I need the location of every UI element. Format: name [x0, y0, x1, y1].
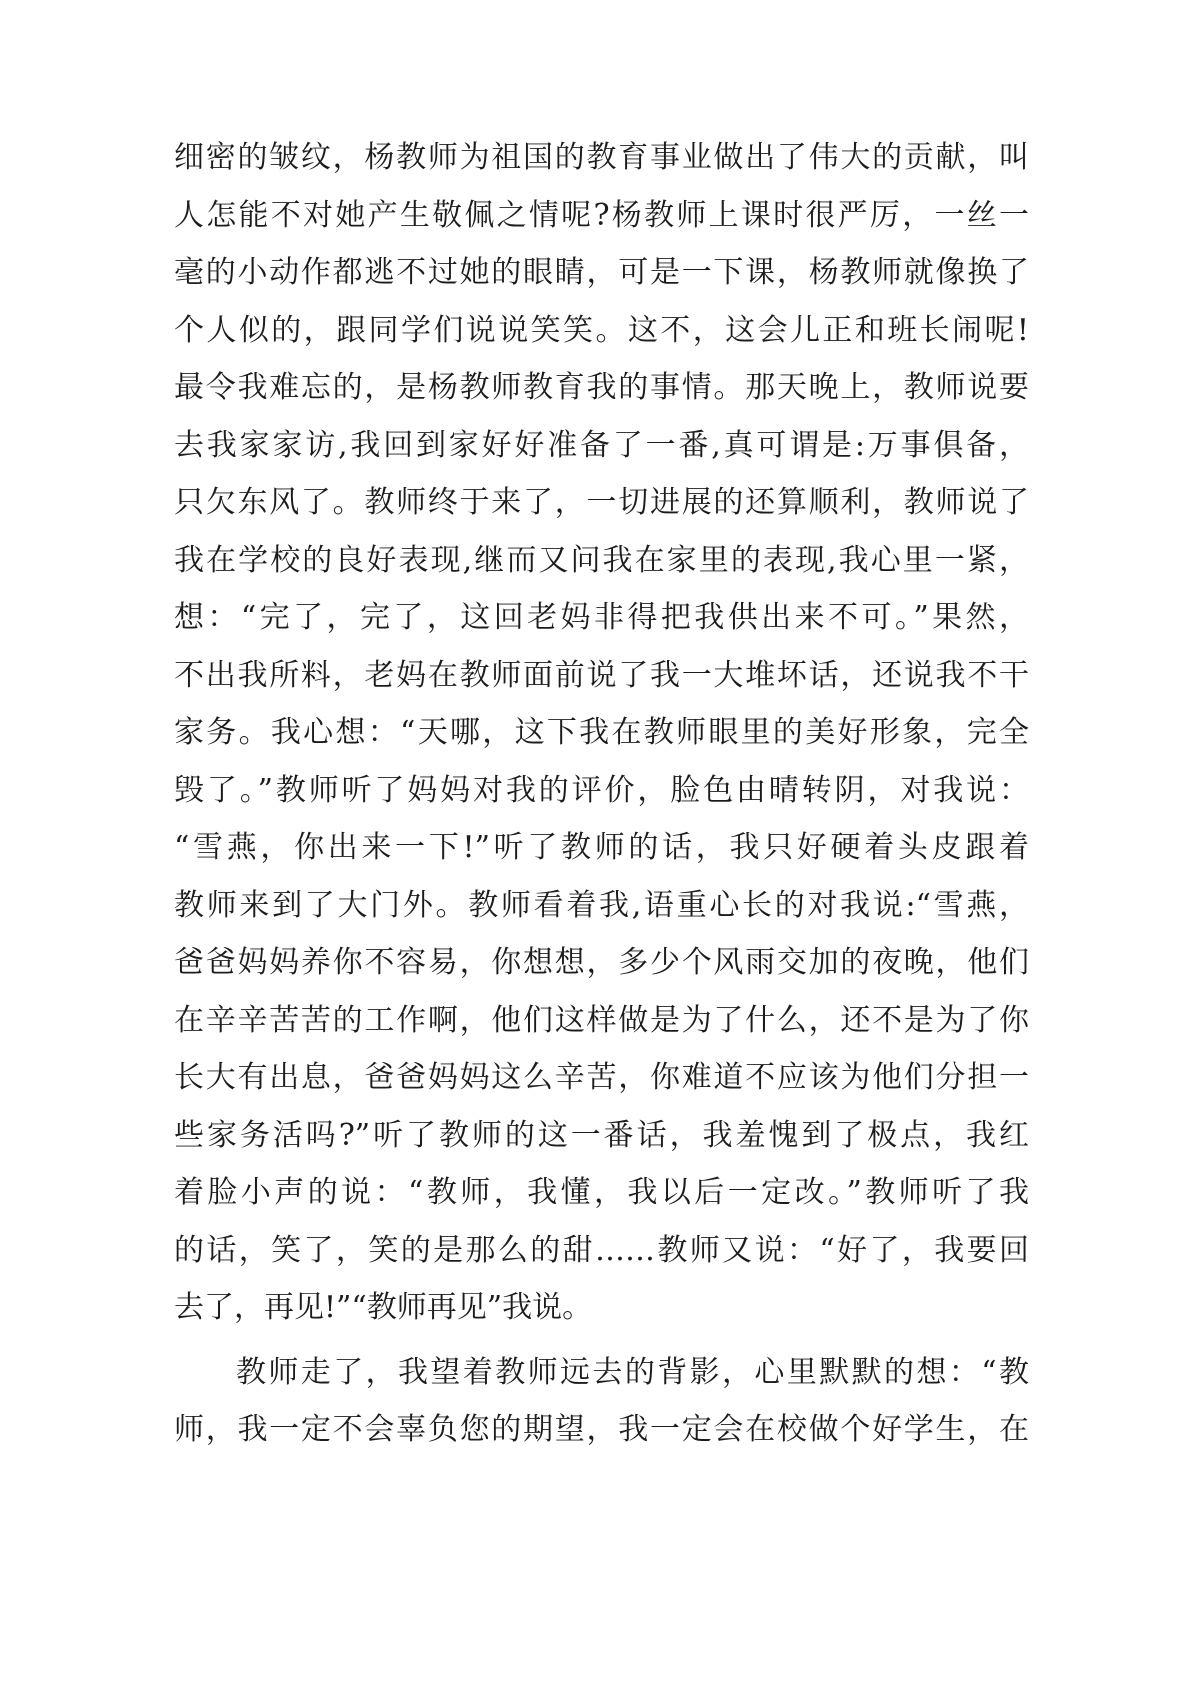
- text-line: 人怎能不对她产生敬佩之情呢?杨教师上课时很严厉，一丝一: [174, 197, 1029, 233]
- text-line: 教师来到了大门外。教师看着我,语重心长的对我说:“雪燕，: [174, 887, 1029, 923]
- text-line: 在辛辛苦苦的工作啊，他们这样做是为了什么，还不是为了你: [174, 1002, 1029, 1038]
- document-body: [174, 129, 1029, 1459]
- text-line: 我在学校的良好表现,继而又问我在家里的表现,我心里一紧，: [174, 542, 1029, 578]
- text-line: 个人似的，跟同学们说说笑笑。这不，这会儿正和班长闹呢!: [174, 312, 1029, 348]
- text-line: 不出我所料，老妈在教师面前说了我一大堆坏话，还说我不干: [174, 657, 1029, 693]
- text-line: 毁了。”教师听了妈妈对我的评价，脸色由晴转阴，对我说：: [174, 772, 1029, 808]
- text-line: 细密的皱纹，杨教师为祖国的教育事业做出了伟大的贡献，叫: [174, 140, 1029, 175]
- text-line: 些家务活吗?”听了教师的这一番话，我羞愧到了极点，我红: [174, 1117, 1029, 1153]
- text-line: 着脸小声的说：“教师，我懂，我以后一定改。”教师听了我: [174, 1175, 1029, 1210]
- text-line: 师，我一定不会辜负您的期望，我一定会在校做个好学生，在: [174, 1412, 1029, 1447]
- paragraph-1: [174, 129, 1029, 1337]
- text-line: 家务。我心想：“天哪，这下我在教师眼里的美好形象，完全: [174, 715, 1029, 750]
- text-line: “雪燕，你出来一下!”听了教师的话，我只好硬着头皮跟着: [174, 830, 1029, 865]
- text-line: 最令我难忘的，是杨教师教育我的事情。那天晚上，教师说要: [174, 370, 1029, 405]
- text-line: 去我家家访,我回到家好好准备了一番,真可谓是:万事俱备，: [174, 427, 1029, 463]
- text-line: 爸爸妈妈养你不容易，你想想，多少个风雨交加的夜晚，他们: [174, 945, 1029, 980]
- text-line: 的话，笑了，笑的是那么的甜……教师又说：“好了，我要回: [174, 1232, 1029, 1268]
- text-line: 想：“完了，完了，这回老妈非得把我供出来不可。”果然，: [174, 600, 1029, 635]
- text-line: 只欠东风了。教师终于来了，一切进展的还算顺利，教师说了: [174, 485, 1029, 520]
- text-line: 长大有出息，爸爸妈妈这么辛苦，你难道不应该为他们分担一: [174, 1060, 1029, 1095]
- text-line: 毫的小动作都逃不过她的眼睛，可是一下课，杨教师就像换了: [174, 255, 1029, 290]
- text-line: 去了，再见!”“教师再见”我说。: [174, 1290, 593, 1325]
- paragraph-2: [174, 1344, 1029, 1459]
- text-line: 教师走了，我望着教师远去的背影，心里默默的想：“教: [236, 1354, 1029, 1390]
